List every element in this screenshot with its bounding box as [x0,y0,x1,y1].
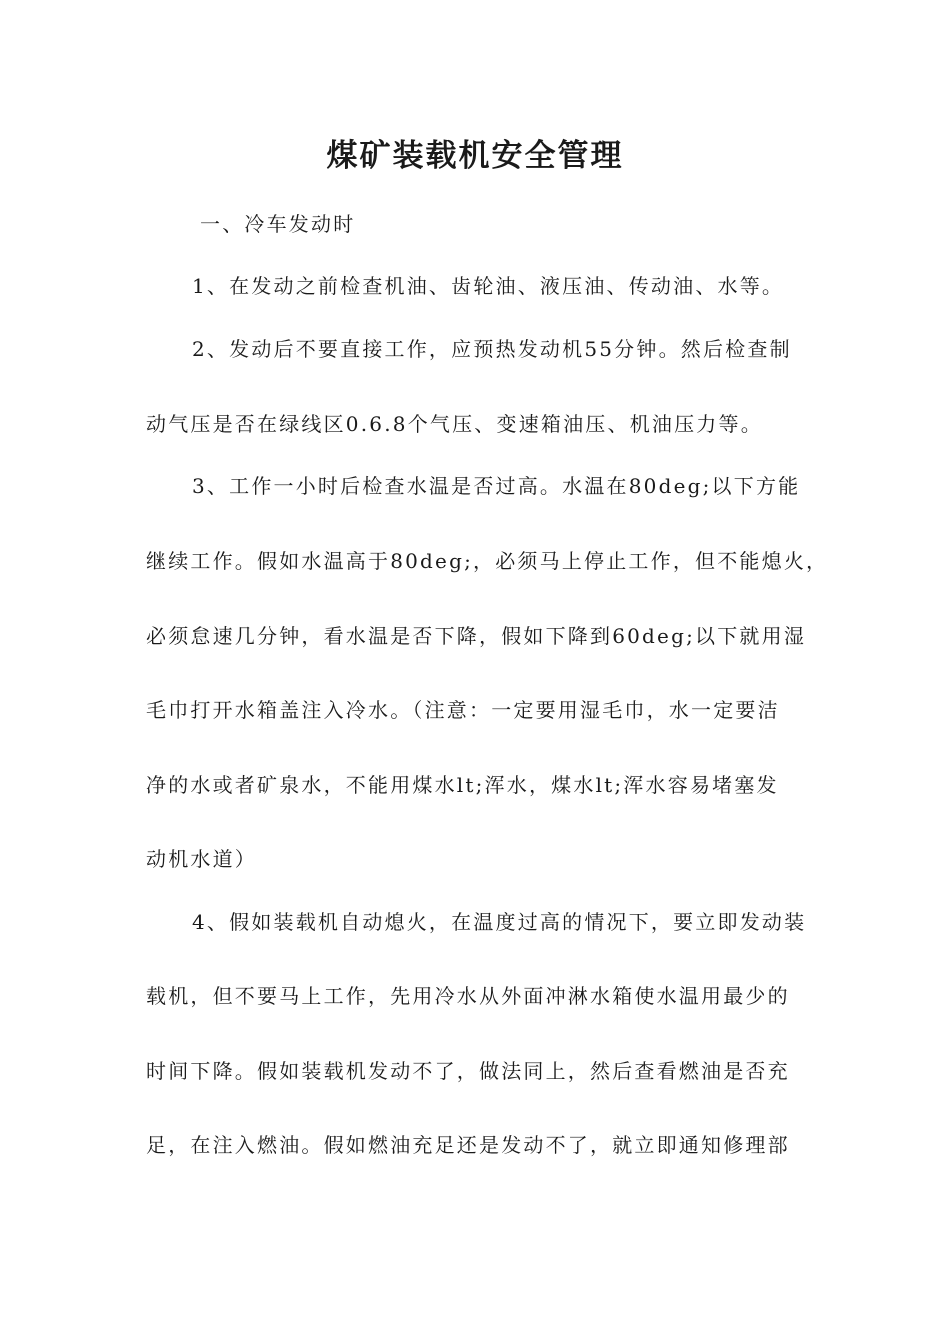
paragraph-line: 动机水道） [146,847,257,871]
paragraph-line: 毛巾打开水箱盖注入冷水。（注意：一定要用湿毛巾，水一定要洁 [146,698,780,722]
paragraph-line: 足，在注入燃油。假如燃油充足还是发动不了，就立即通知修理部 [146,1133,790,1157]
paragraph-line: 3、工作一小时后检查水温是否过高。水温在80deg;以下方能 [192,474,801,498]
paragraph-line: 净的水或者矿泉水，不能用煤水lt;浑水，煤水lt;浑水容易堵塞发 [146,773,779,797]
section-heading: 一、冷车发动时 [200,212,356,236]
document-title: 煤矿装载机安全管理 [326,138,624,174]
paragraph-line: 4、假如装载机自动熄火，在温度过高的情况下，要立即发动装 [192,910,807,934]
paragraph-line: 载机，但不要马上工作，先用冷水从外面冲淋水箱使水温用最少的 [146,984,790,1008]
paragraph-line: 2、发动后不要直接工作，应预热发动机55分钟。然后检查制 [192,337,792,361]
paragraph-line: 动气压是否在绿线区0.6.8个气压、变速箱油压、机油压力等。 [146,412,763,436]
paragraph-line: 必须怠速几分钟，看水温是否下降，假如下降到60deg;以下就用湿 [146,624,807,648]
paragraph-line: 继续工作。假如水温高于80deg;，必须马上停止工作，但不能熄火， [146,549,829,573]
paragraph-line: 时间下降。假如装载机发动不了，做法同上，然后查看燃油是否充 [146,1059,790,1083]
paragraph-line: 1、在发动之前检查机油、齿轮油、液压油、传动油、水等。 [192,274,785,298]
